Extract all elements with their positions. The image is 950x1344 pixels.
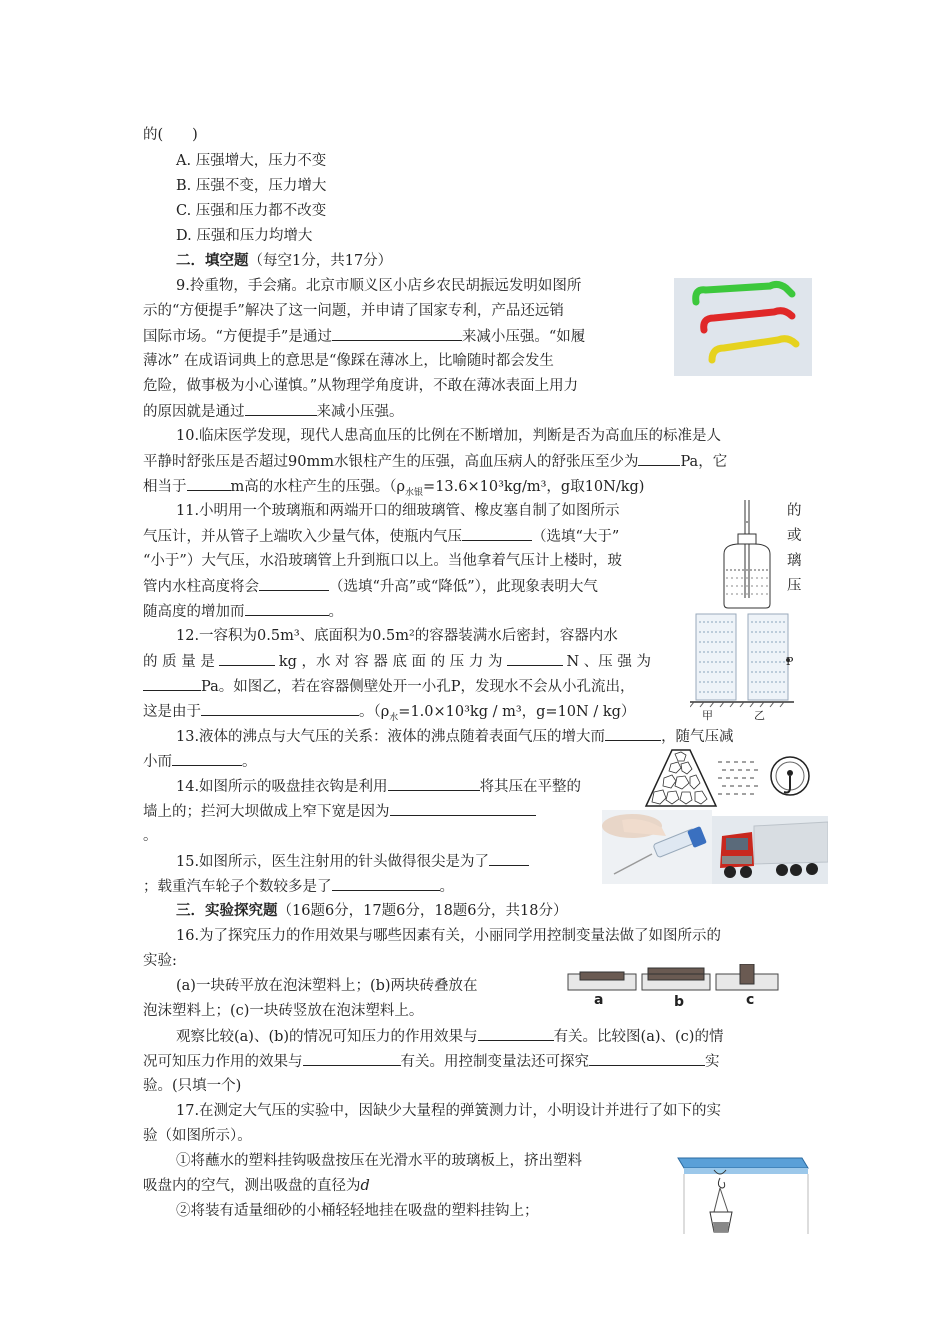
q11-text: 气压计，并从管子上端吹入少量气体，使瓶内气压 bbox=[143, 529, 462, 545]
q17-line-4 bbox=[143, 1176, 370, 1196]
q11-line-2 bbox=[143, 526, 619, 547]
q14-line-1 bbox=[176, 776, 581, 797]
q10-subscript: 水银 bbox=[405, 487, 424, 498]
q10-text: Pa，它 bbox=[680, 454, 728, 470]
q12-line-3 bbox=[143, 676, 635, 697]
q14-line-2 bbox=[143, 801, 536, 822]
q9-line-5: 危险，做事极为小心谨慎。”从物理学角度讲，不敢在薄冰表面上用力 bbox=[143, 378, 579, 394]
q16-text: 有关。用控制变量法还可探究 bbox=[400, 1054, 589, 1070]
q11-line-4-right: 压 bbox=[787, 578, 802, 594]
q16-line-1: 16.为了探究压力的作用效果与哪些因素有关，小丽同学用控制变量法做了如图所示的 bbox=[176, 928, 722, 944]
q10-text: m高的水柱产生的压强。（ρ bbox=[230, 479, 406, 495]
syringe-photo bbox=[602, 810, 712, 884]
q15-blank-1[interactable] bbox=[489, 851, 529, 866]
q9-line-4: 薄冰” 在成语词典上的意思是“像踩在薄冰上，比喻随时都会发生 bbox=[143, 353, 554, 369]
q15-text: 。 bbox=[439, 879, 454, 895]
q13-text: 13.液体的沸点与大气压的关系：液体的沸点随着表面气压的增大而 bbox=[176, 729, 606, 745]
q12-subscript: 水 bbox=[389, 712, 399, 723]
q14-blank-2[interactable] bbox=[390, 801, 536, 816]
figure-jia-label: 甲 bbox=[702, 709, 713, 722]
q17-line-2: 验（如图所示）。 bbox=[143, 1128, 252, 1144]
q11-line-3-right: 璃 bbox=[787, 553, 802, 569]
q16-blank-3[interactable] bbox=[589, 1051, 705, 1066]
suction-cup-bucket-diagram bbox=[676, 1154, 810, 1236]
q8-stem-end: 的( ) bbox=[143, 127, 198, 143]
q9-line-2: 示的“方便提手”解决了这一问题，并申请了国家专利，产品还远销 bbox=[143, 303, 564, 319]
section-2-title: 二．填空题 bbox=[176, 252, 249, 269]
q10-line-2 bbox=[143, 451, 727, 472]
barometer-bottle-diagram bbox=[718, 498, 774, 610]
q16-blank-1[interactable] bbox=[478, 1026, 554, 1041]
section-2-heading bbox=[176, 251, 392, 271]
q16-text: 实 bbox=[705, 1054, 720, 1070]
section-3-heading bbox=[176, 901, 567, 921]
q16-line-6 bbox=[143, 1051, 720, 1072]
q12-text: Pa。如图乙，若在容器侧壁处开一小孔P，发现水不会从小孔流出， bbox=[201, 679, 635, 695]
q13-text: ，随气压减 bbox=[661, 729, 734, 745]
q15-text: 15.如图所示，医生注射用的针头做得很尖是为了 bbox=[176, 854, 490, 870]
q12-text: 。（ρ bbox=[359, 704, 390, 720]
q12-text: kg ，水 对 容 器 底 面 的 压 力 为 bbox=[278, 654, 503, 670]
q11-text: （选填“大于” bbox=[532, 529, 620, 545]
q17-line-5: ②将装有适量细砂的小桶轻轻地挂在吸盘的塑料挂钩上； bbox=[176, 1203, 539, 1219]
q11-blank-1[interactable] bbox=[462, 526, 532, 541]
q9-text: 的原因就是通过 bbox=[143, 404, 245, 420]
q13-line-1 bbox=[176, 726, 734, 747]
q13-blank-2[interactable] bbox=[172, 751, 242, 766]
q13-text: 。 bbox=[242, 754, 257, 770]
q9-text: 国际市场。“方便提手”是通过 bbox=[143, 329, 332, 345]
q12-blank-2[interactable] bbox=[507, 651, 563, 666]
suction-hook-diagram bbox=[768, 748, 812, 804]
q11-line-1: 11.小明用一个玻璃瓶和两端开口的细玻璃管、橡皮塞自制了如图所示 bbox=[176, 503, 620, 519]
q12-line-4 bbox=[143, 701, 635, 728]
q14-text: 墙上的；拦河大坝做成上窄下宽是因为 bbox=[143, 804, 390, 820]
q11-text: （选填“升高”或“降低”），此现象表明大气 bbox=[329, 579, 598, 595]
foam-brick-diagrams bbox=[566, 964, 792, 994]
q11-line-4 bbox=[143, 576, 598, 597]
q14-text: 14.如图所示的吸盘挂衣钩是利用 bbox=[176, 779, 388, 795]
q16-line-7: 验。(只填一个) bbox=[143, 1078, 242, 1094]
q9-text: 来减小压强。“如履 bbox=[461, 329, 586, 345]
q16-line-4: 泡沫塑料上；(c)一块砖竖放在泡沫塑料上。 bbox=[143, 1003, 424, 1019]
q9-text: 来减小压强。 bbox=[316, 404, 404, 420]
q17-text: 吸盘内的空气，测出吸盘的直径为 bbox=[143, 1178, 361, 1194]
q12-line-1: 12.一容积为0.5m³、底面积为0.5m²的容器装满水后密封，容器内水 bbox=[176, 628, 618, 644]
q16-text: 况可知压力作用的效果与 bbox=[143, 1054, 303, 1070]
q11-blank-2[interactable] bbox=[259, 576, 329, 591]
truck-photo bbox=[712, 816, 828, 884]
q17-line-1: 17.在测定大气压的实验中，因缺少大量程的弹簧测力计，小明设计并进行了如下的实 bbox=[176, 1103, 722, 1119]
figure-b-label: b bbox=[674, 994, 685, 1010]
q10-text: =13.6×10³kg/m³，g取10N/kg) bbox=[423, 479, 645, 495]
q15-text: ；载重汽车轮子个数较多是了 bbox=[143, 879, 332, 895]
q9-line-1: 9.拎重物，手会痛。北京市顺义区小店乡农民胡振远发明如图所 bbox=[176, 278, 582, 294]
q10-line-1: 10.临床医学发现，现代人患高血压的比例在不断增加，判断是否为高血压的标准是人 bbox=[176, 428, 722, 444]
q16-text: 有关。比较图(a)、(c)的情 bbox=[553, 1029, 724, 1045]
q14-blank-1[interactable] bbox=[388, 776, 480, 791]
q12-blank-4[interactable] bbox=[201, 701, 359, 716]
q17-line-3: ①将蘸水的塑料挂钩吸盘按压在光滑水平的玻璃板上，挤出塑料 bbox=[176, 1153, 582, 1169]
hole-p-label: P bbox=[786, 655, 794, 668]
q16-line-2: 实验: bbox=[143, 953, 177, 969]
q12-line-2 bbox=[143, 651, 651, 672]
section-3-note: （16题6分，17题6分，18题6分，共18分） bbox=[277, 903, 568, 919]
q12-blank-3[interactable] bbox=[143, 676, 201, 691]
dam-diagram bbox=[644, 746, 764, 808]
q13-line-2 bbox=[143, 751, 257, 772]
q10-blank-1[interactable] bbox=[638, 451, 680, 466]
q15-blank-2[interactable] bbox=[332, 876, 440, 891]
q10-text: 相当于 bbox=[143, 479, 187, 495]
q11-blank-3[interactable] bbox=[245, 601, 329, 616]
q11-text: 随高度的增加而 bbox=[143, 604, 245, 620]
q15-line-2 bbox=[143, 876, 454, 897]
q15-line-1 bbox=[176, 851, 529, 872]
q14-line-3: 。 bbox=[143, 828, 158, 844]
q13-text: 小而 bbox=[143, 754, 172, 770]
q16-blank-2[interactable] bbox=[303, 1051, 401, 1066]
q16-line-3: (a)一块砖平放在泡沫塑料上；(b)两块砖叠放在 bbox=[176, 978, 478, 994]
q13-blank-1[interactable] bbox=[605, 726, 661, 741]
q9-blank-2[interactable] bbox=[245, 401, 317, 416]
q12-text: =1.0×10³kg / m³，g=10N / kg） bbox=[398, 704, 636, 720]
q9-line-3 bbox=[143, 326, 585, 347]
q10-line-3 bbox=[143, 476, 644, 503]
q12-text: 的 质 量 是 bbox=[143, 654, 215, 670]
q16-text: 观察比较(a)、(b)的情况可知压力的作用效果与 bbox=[176, 1029, 478, 1045]
q16-line-5 bbox=[176, 1026, 723, 1047]
figure-c-label: c bbox=[746, 992, 755, 1008]
section-3-title: 三．实验探究题 bbox=[176, 902, 278, 919]
q8-option-a: A. 压强增大，压力不变 bbox=[176, 153, 327, 169]
section-2-note: （每空1分，共17分） bbox=[248, 253, 393, 269]
q12-blank-1[interactable] bbox=[219, 651, 275, 666]
q17-variable-d: d bbox=[360, 1178, 370, 1194]
q11-line-1-right: 的 bbox=[787, 503, 802, 519]
q8-option-c: C. 压强和压力都不改变 bbox=[176, 203, 327, 219]
q9-blank-1[interactable] bbox=[332, 326, 462, 341]
q11-line-2-right: 或 bbox=[787, 528, 802, 544]
q11-text: 管内水柱高度将会 bbox=[143, 579, 259, 595]
q10-blank-2[interactable] bbox=[187, 476, 231, 491]
q8-option-b: B. 压强不变，压力增大 bbox=[176, 178, 327, 194]
q8-option-d: D. 压强和压力均增大 bbox=[176, 228, 313, 244]
figure-yi-label: 乙 bbox=[754, 709, 765, 722]
q11-line-5 bbox=[143, 601, 343, 622]
q11-text: 。 bbox=[328, 604, 343, 620]
q12-text: N 、压 强 为 bbox=[566, 654, 652, 670]
figure-a-label: a bbox=[594, 992, 604, 1008]
q12-text: 这是由于 bbox=[143, 704, 201, 720]
q9-line-6 bbox=[143, 401, 404, 422]
carry-handle-image bbox=[674, 278, 812, 376]
q10-text: 平静时舒张压是否超过90mm水银柱产生的压强，高血压病人的舒张压至少为 bbox=[143, 454, 639, 470]
q11-line-3: “小于”）大气压，水沿玻璃管上升到瓶口以上。当他拿着气压计上楼时，玻 bbox=[143, 553, 622, 569]
q14-text: 将其压在平整的 bbox=[479, 779, 582, 795]
